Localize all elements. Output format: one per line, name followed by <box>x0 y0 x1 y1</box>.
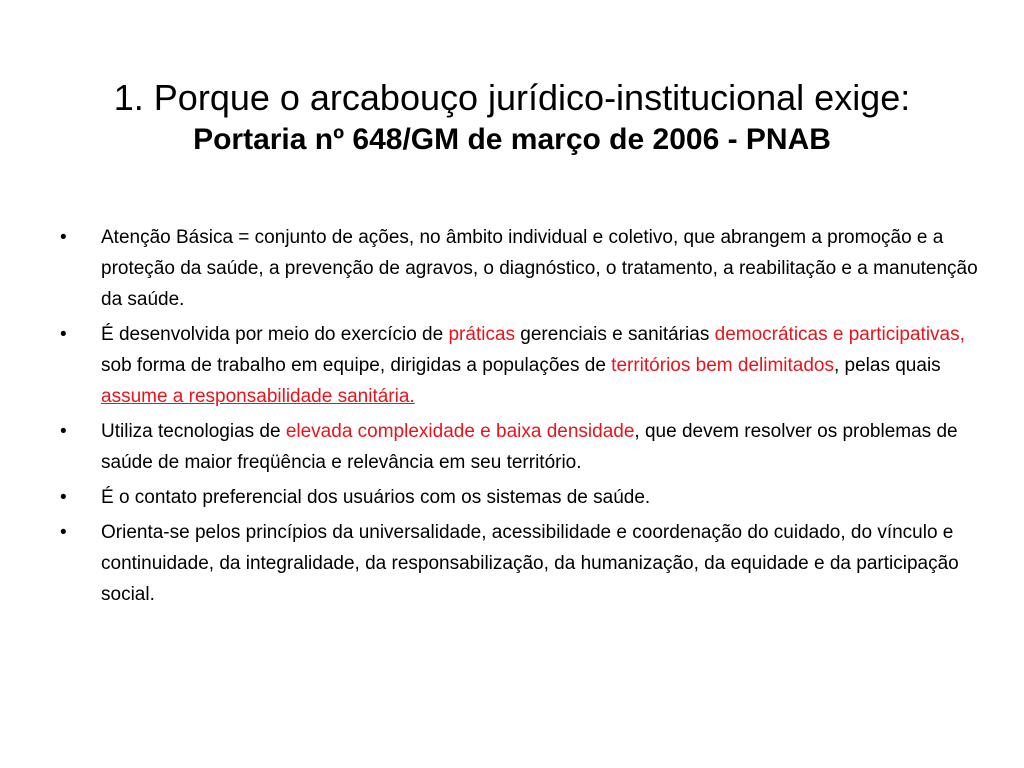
bullet-text: É o contato preferencial dos usuários com os sistemas de saúde. <box>101 487 651 508</box>
bullet-text: É desenvolvida por meio do exercício de <box>101 324 449 345</box>
bullet-text: Orienta-se pelos princípios da universalidade, acessibilidade e coordenação do cuidado, do vínculo e continuidade, da integralidade, da responsabilização, da humanização, da equidade e da participação social. <box>101 522 959 605</box>
highlight-responsabilidade-sanitaria: assume a responsabilidade sanitária. <box>101 386 415 407</box>
bullet-item-atencao-basica <box>60 222 980 315</box>
highlight-territorios: territórios bem delimitados <box>611 355 834 376</box>
highlight-complexidade: elevada complexidade e baixa densidade <box>285 421 635 442</box>
title-line-portaria: Portaria nº 648/GM de março de 2006 - PNAB <box>193 123 831 156</box>
bullet-icon: • <box>60 227 67 248</box>
bullet-text: , que devem resolver os problemas de saúde de maior freqüência e relevância em seu território. <box>101 421 958 473</box>
bullet-item-desenvolvida <box>60 319 980 412</box>
bullet-icon: • <box>60 421 67 442</box>
bullet-text: , pelas quais <box>833 355 941 376</box>
bullet-icon: • <box>60 324 67 345</box>
bullet-item-principios <box>60 517 980 610</box>
slide-title <box>40 76 984 160</box>
title-line-main: 1. Porque o arcabouço jurídico-institucional exige: <box>113 77 911 118</box>
bullet-list <box>60 222 980 614</box>
highlight-praticas: práticas <box>448 324 516 345</box>
bullet-text: gerenciais e sanitárias <box>515 324 715 345</box>
bullet-text: Atenção Básica = conjunto de ações, no âmbito individual e coletivo, que abrangem a promoção e a proteção da saúde, a prevenção de agravos, o diagnóstico, o tratamento, a reabilitação e a manutenção da saúde. <box>101 227 978 310</box>
bullet-text: sob forma de trabalho em equipe, dirigidas a populações de <box>101 355 612 376</box>
bullet-icon: • <box>60 522 67 543</box>
bullet-icon: • <box>60 487 67 508</box>
highlight-democraticas: democráticas e participativas, <box>714 324 965 345</box>
bullet-item-tecnologias <box>60 416 980 478</box>
bullet-text: Utiliza tecnologias de <box>101 421 286 442</box>
bullet-item-contato-preferencial <box>60 482 980 513</box>
